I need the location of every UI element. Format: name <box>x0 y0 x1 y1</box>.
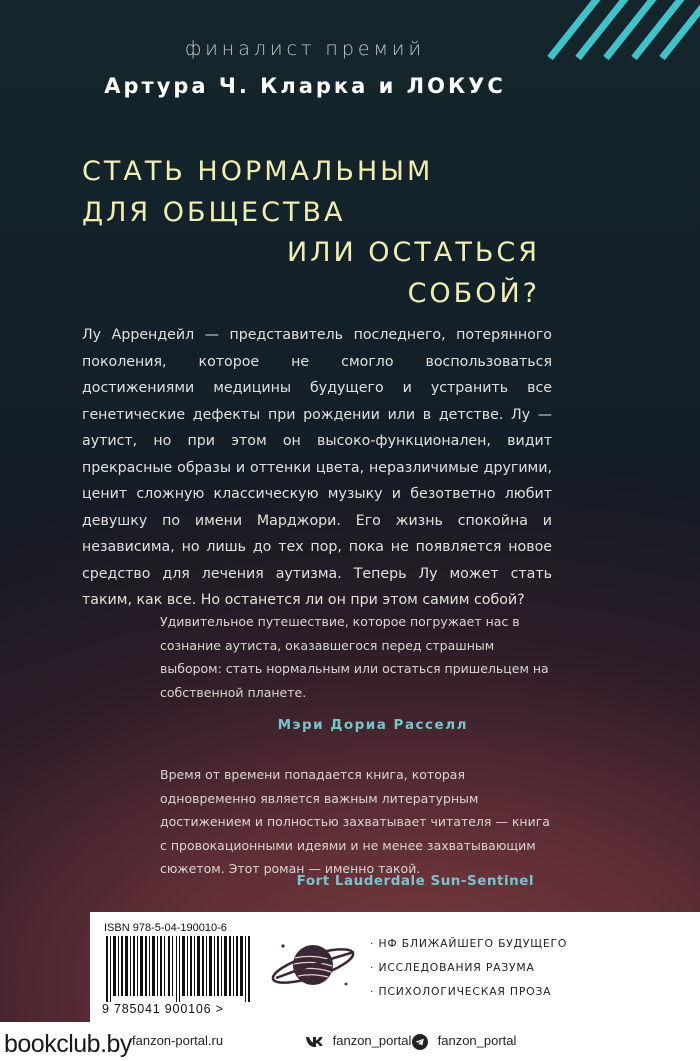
award-line-1: финалист премий <box>185 38 425 60</box>
book-description: Лу Аррендейл — представитель последнего, потерянного поколения, которое не смогло воспользоваться достижениями медицины будущего и устранить все генетические дефекты при рождении или в детстве. Лу — аутист, но при этом он высоко-функционален, видит прекрасные образы и оттенки цвета, неразличимые другими, ценит сложную классическую музыку и безответно любит девушку по имени Марджори. Его жизнь спокойна и независима, но лишь до тех пор, пока не появляется новое средство для лечения аутизма. Теперь Лу может стать таким, как все. Но останется ли он при этом самим собой? <box>82 327 552 608</box>
isbn-label: ISBN 978-5-04-190010-6 <box>104 922 227 934</box>
vk-icon <box>305 1036 323 1048</box>
genre-item: · ПСИХОЛОГИЧЕСКАЯ ПРОЗА <box>370 980 567 1004</box>
review-author-1: Мэри Дориа Расселл <box>277 717 468 733</box>
review-author-2: Fort Lauderdale Sun-Sentinel <box>296 873 534 889</box>
genre-item: · НФ БЛИЖАЙШЕГО БУДУЩЕГО <box>370 932 567 956</box>
tagline-line-2: ДЛЯ ОБЩЕСТВА <box>82 197 346 228</box>
genre-list <box>370 932 567 1004</box>
genre-item: · ИССЛЕДОВАНИЯ РАЗУМА <box>370 956 567 980</box>
site-link[interactable] <box>132 1033 223 1048</box>
watermark-brand: bookclub.by <box>4 1030 132 1058</box>
telegram-icon <box>412 1034 428 1050</box>
barcode-panel <box>90 912 700 1022</box>
award-line-2: Артура Ч. Кларка и ЛОКУС <box>104 74 506 98</box>
planet-logo-icon <box>268 934 358 996</box>
vk-handle: fanzon_portal <box>332 1033 412 1048</box>
barcode-icon <box>104 936 254 1002</box>
vk-link[interactable] <box>305 1033 411 1048</box>
telegram-link[interactable] <box>412 1033 516 1050</box>
tagline-line-3: ИЛИ ОСТАТЬСЯ <box>287 237 540 268</box>
site-url: fanzon-portal.ru <box>132 1033 224 1048</box>
tagline-line-4: СОБОЙ? <box>407 278 540 309</box>
tagline-line-1: СТАТЬ НОРМАЛЬНЫМ <box>82 156 434 187</box>
review-quote-1: Удивительное путешествие, которое погружает нас в сознание аутиста, оказавшегося перед страшным выбором: стать нормальным или остаться пришельцем на собственной планете. <box>160 614 549 700</box>
isbn-digits: 9 785041 900106 > <box>102 1002 224 1016</box>
review-quote-2: Время от времени попадается книга, которая одновременно является важным литературным достижением и полностью захватывает читателя — книга с провокационными идеями и не менее захватывающим сюжетом. Этот роман — именно такой. <box>160 767 550 876</box>
telegram-handle: fanzon_portal <box>437 1033 517 1048</box>
